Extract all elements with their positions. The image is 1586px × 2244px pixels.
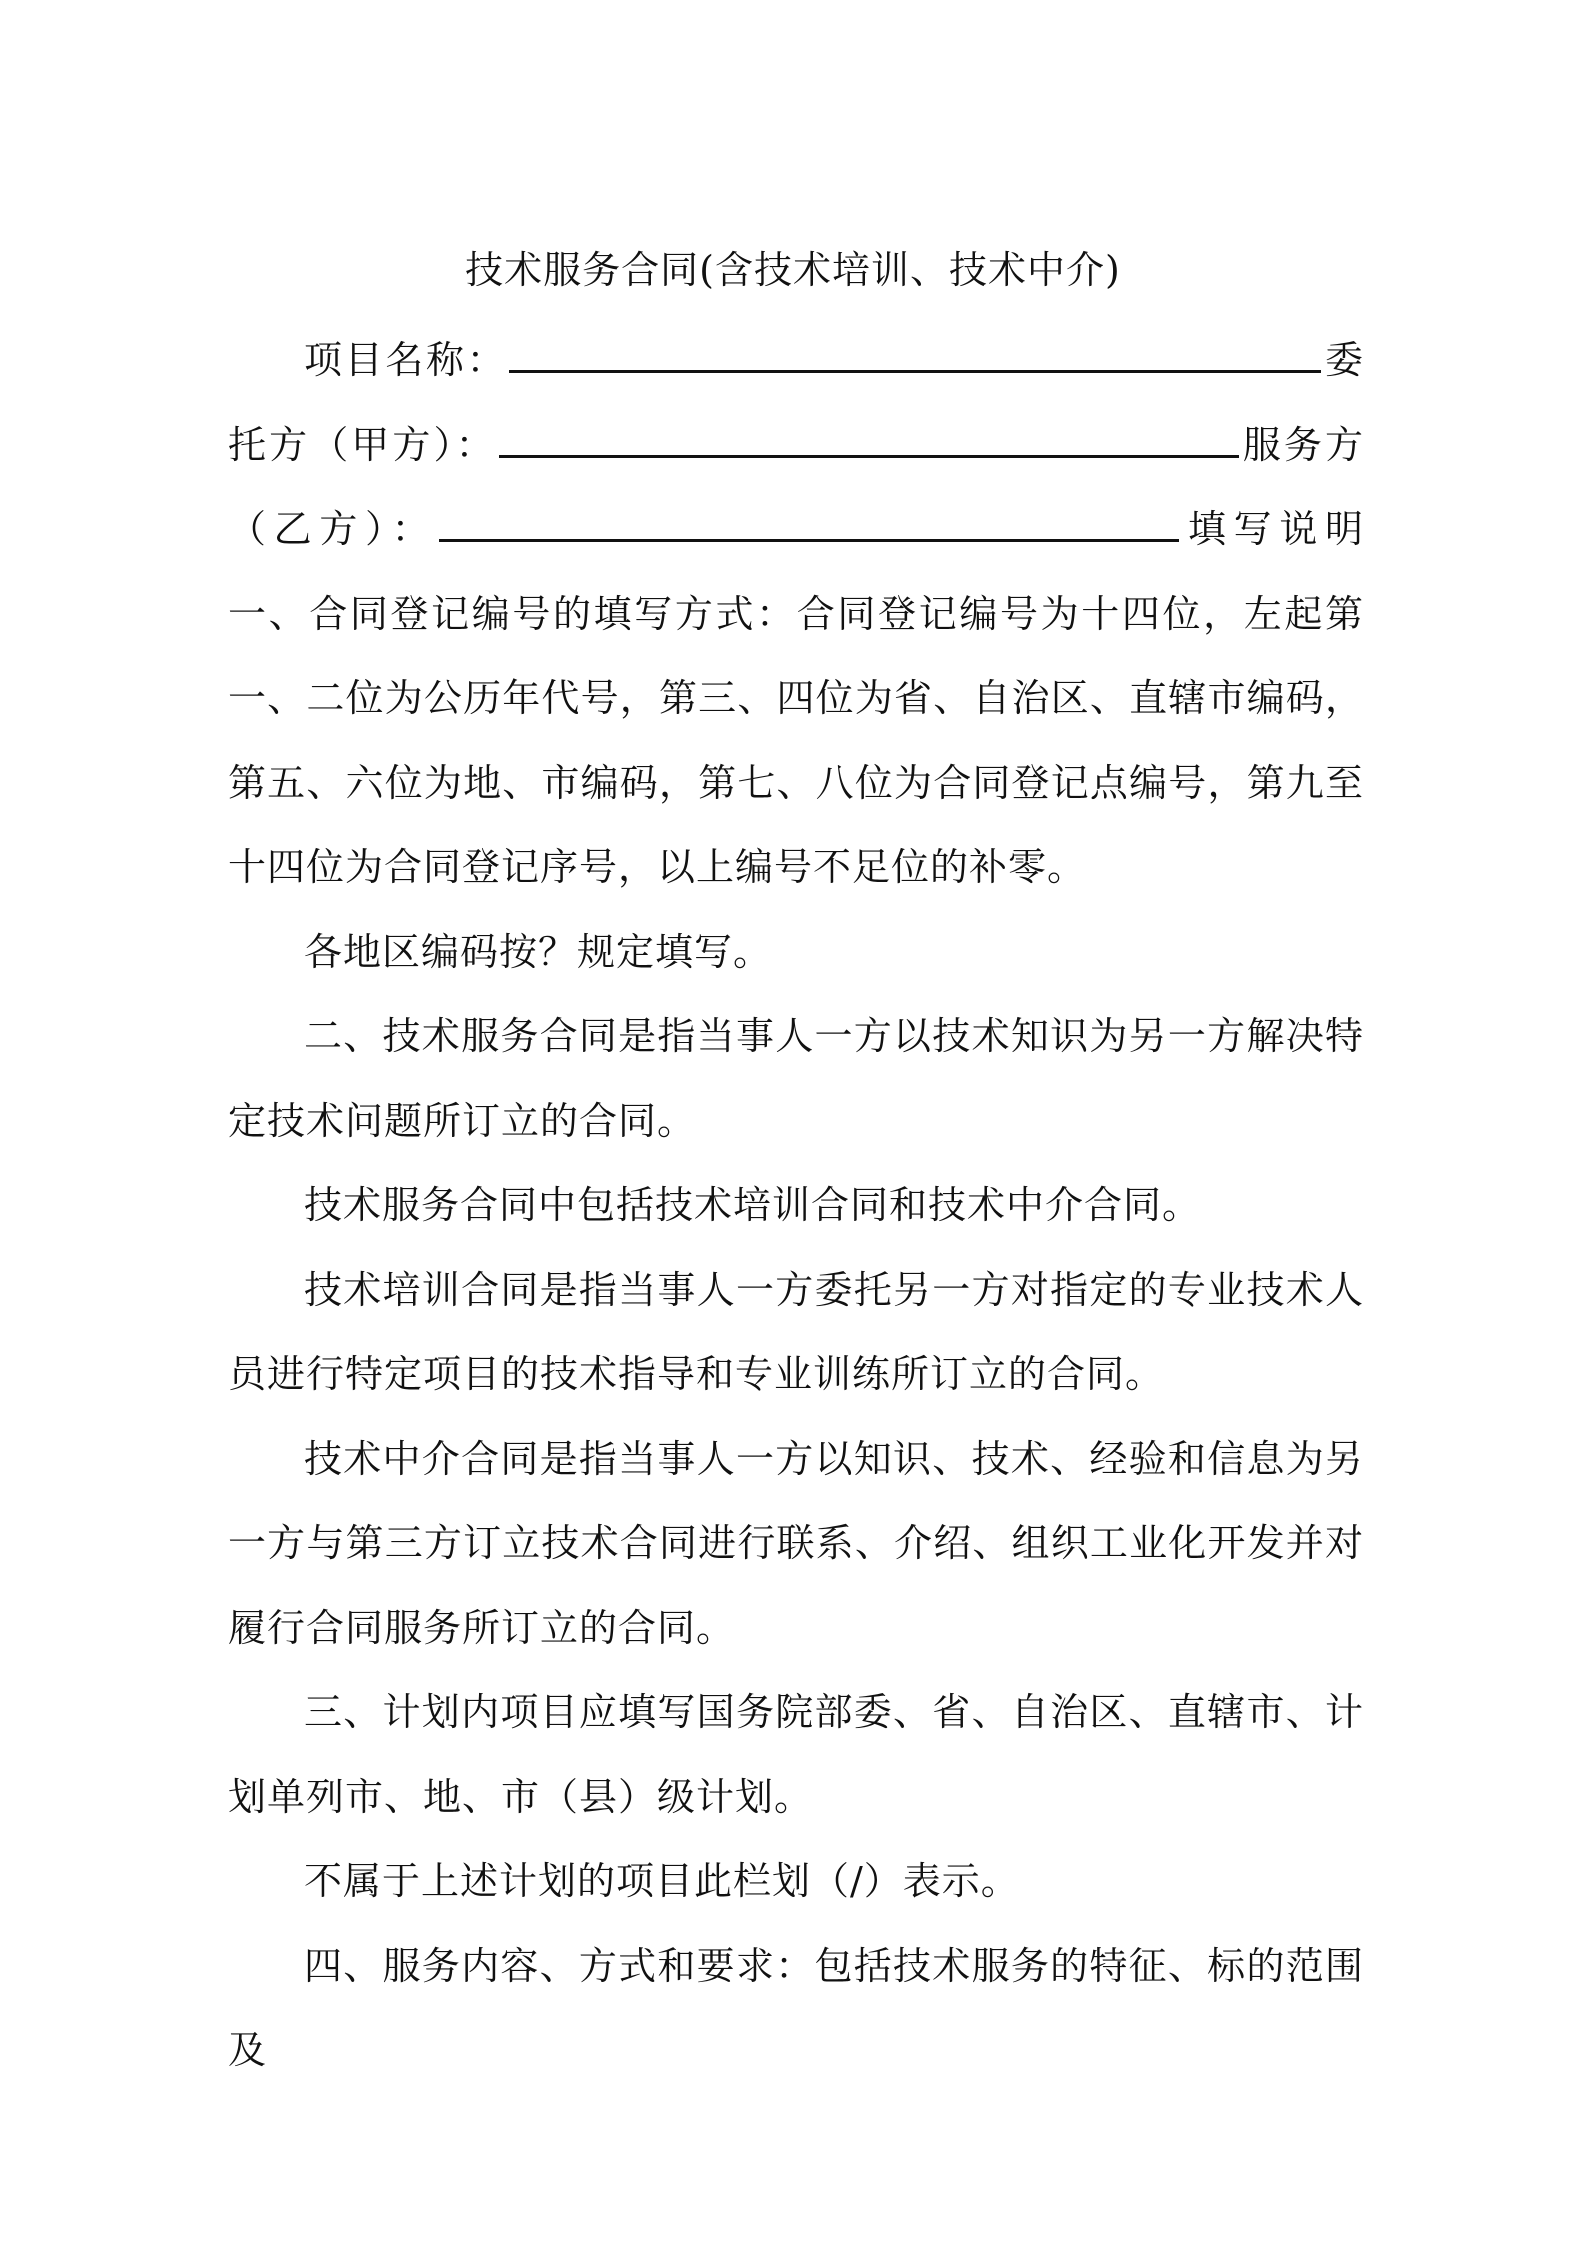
client-label-part2: 托方（甲方）： [228, 422, 497, 467]
service-label-part1: 服务方（乙 [228, 422, 1364, 551]
service-provider-blank[interactable] [439, 503, 1179, 542]
paragraph-definition-intermediary: 技术中介合同是指当事人一方以知识、技术、经验和信息为另一方与第三方订立技术合同进行联系、介绍、组织工业化开发并对履行合同服务所订立的合同。 [228, 1436, 1364, 1650]
paragraph-definition-training: 技术培训合同是指当事人一方委托另一方对指定的专业技术人员进行特定项目的技术指导和专业训练所订立的合同。 [228, 1267, 1364, 1396]
client-blank[interactable] [499, 419, 1239, 458]
header-fields-paragraph [228, 318, 1364, 910]
paragraph-definition-service: 二、技术服务合同是指当事人一方以技术知识为另一方解决特定技术问题所订立的合同。 [228, 1014, 1364, 1143]
document-title: 技术服务合同(含技术培训、技术中介) [465, 248, 1121, 292]
paragraph-unplanned-projects: 不属于上述计划的项目此栏划（/）表示。 [304, 1859, 1020, 1903]
client-label-part1: 委 [1323, 338, 1364, 382]
paragraph-planned-projects: 三、计划内项目应填写国务院部委、省、自治区、直辖市、计划单列市、地、市（县）级计划。 [228, 1690, 1364, 1819]
project-name-label: 项目名称： [304, 338, 508, 382]
instructions-intro: 填写说明一、合同登记编号的填写方式：合同登记编号为十四位，左起第一、二位为公历年代号，第三、四位为省、自治区、直辖市编码，第五、六位为地、市编码，第七、八位为合同登记点编号，第九至十四位为合同登记序号，以上编号不足位的补零。 [228, 507, 1364, 889]
paragraph-service-content: 四、服务内容、方式和要求：包括技术服务的特征、标的范围及 [228, 1943, 1364, 2072]
paragraph-region-codes: 各地区编码按？规定填写。 [304, 929, 773, 974]
project-name-blank[interactable] [509, 334, 1321, 373]
service-label-part2: 方）： [319, 507, 438, 551]
paragraph-includes: 技术服务合同中包括技术培训合同和技术中介合同。 [304, 1183, 1202, 1227]
document-body [228, 318, 1364, 2093]
